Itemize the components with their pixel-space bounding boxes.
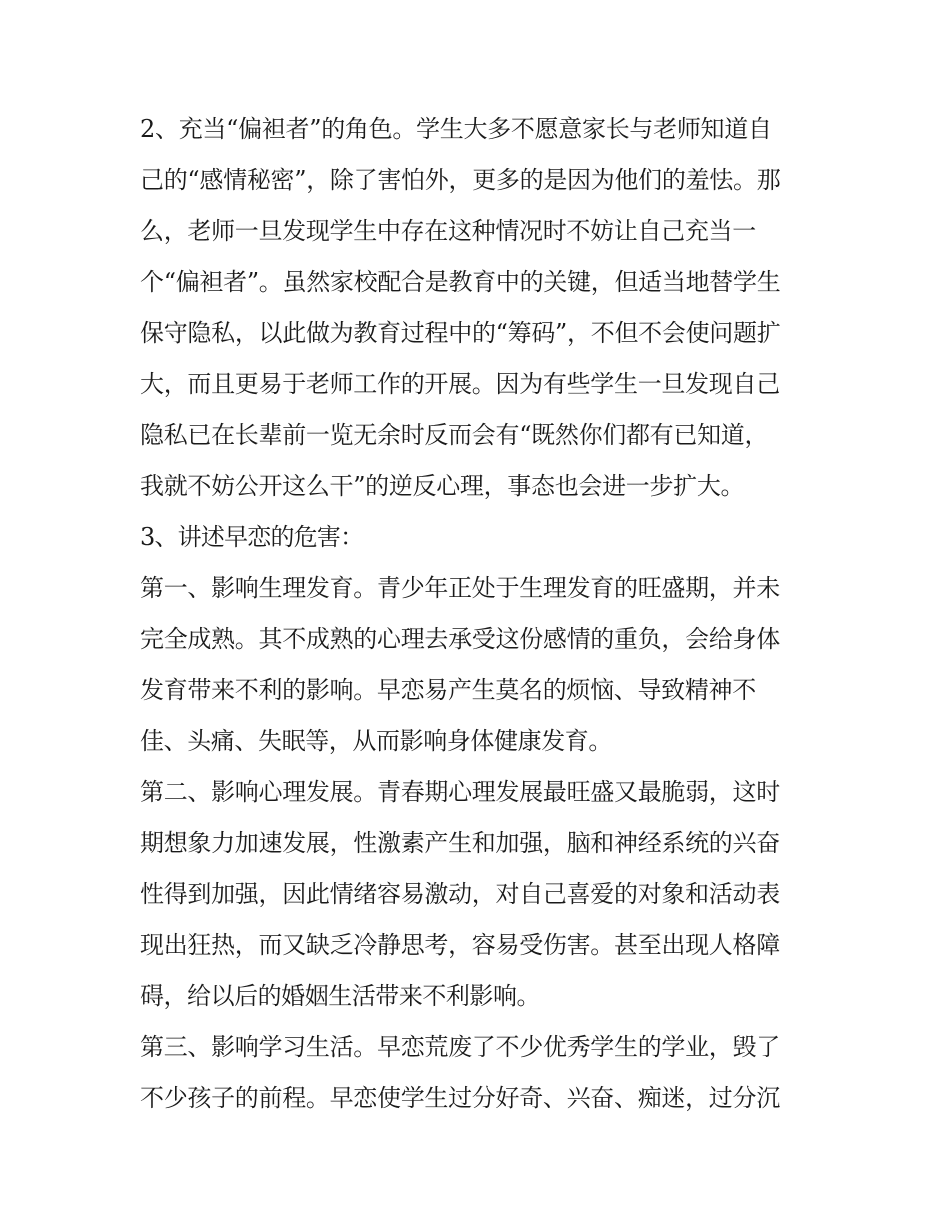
text-line: 我就不妨公开这么干”的逆反心理，事态也会进一步扩大。 — [140, 472, 745, 500]
text-line: 现出狂热，而又缺乏冷静思考，容易受伤害。甚至出现人格障 — [140, 931, 780, 959]
text-line: 第三、影响学习生活。早恋荒废了不少优秀学生的学业，毁了 — [140, 1033, 780, 1061]
text-line: 期想象力加速发展，性激素产生和加强，脑和神经系统的兴奋 — [140, 829, 780, 857]
text-line: 么，老师一旦发现学生中存在这种情况时不妨让自己充当一 — [140, 217, 756, 245]
text-line: 第一、影响生理发育。青少年正处于生理发育的旺盛期，并未 — [140, 574, 780, 602]
text-line: 己的“感情秘密”，除了害怕外，更多的是因为他们的羞怯。那 — [140, 166, 781, 194]
body-text — [140, 104, 820, 1124]
text-line: 碍，给以后的婚姻生活带来不利影响。 — [140, 982, 541, 1010]
text-line: 发育带来不利的影响。早恋易产生莫名的烦恼、导致精神不 — [140, 676, 756, 704]
text-line: 性得到加强，因此情绪容易激动，对自己喜爱的对象和活动表 — [140, 880, 780, 908]
text-line: 个“偏袒者”。虽然家校配合是教育中的关键，但适当地替学生 — [140, 268, 781, 296]
text-line: 不少孩子的前程。早恋使学生过分好奇、兴奋、痴迷，过分沉 — [140, 1084, 780, 1112]
text-line: 隐私已在长辈前一览无余时反而会有“既然你们都有已知道， — [140, 421, 769, 449]
text-line: 佳、头痛、失眠等，从而影响身体健康发育。 — [140, 727, 612, 755]
text-line: 大，而且更易于老师工作的开展。因为有些学生一旦发现自己 — [140, 370, 780, 398]
text-line: 第二、影响心理发展。青春期心理发展最旺盛又最脆弱，这时 — [140, 778, 780, 806]
text-line: 2、充当“偏袒者”的角色。学生大多不愿意家长与老师知道自 — [140, 115, 772, 143]
text-line: 保守隐私，以此做为教育过程中的“筹码”，不但不会使问题扩 — [140, 319, 781, 347]
text-line: 完全成熟。其不成熟的心理去承受这份感情的重负，会给身体 — [140, 625, 780, 653]
section-heading: 3、讲述早恋的危害： — [140, 523, 364, 551]
